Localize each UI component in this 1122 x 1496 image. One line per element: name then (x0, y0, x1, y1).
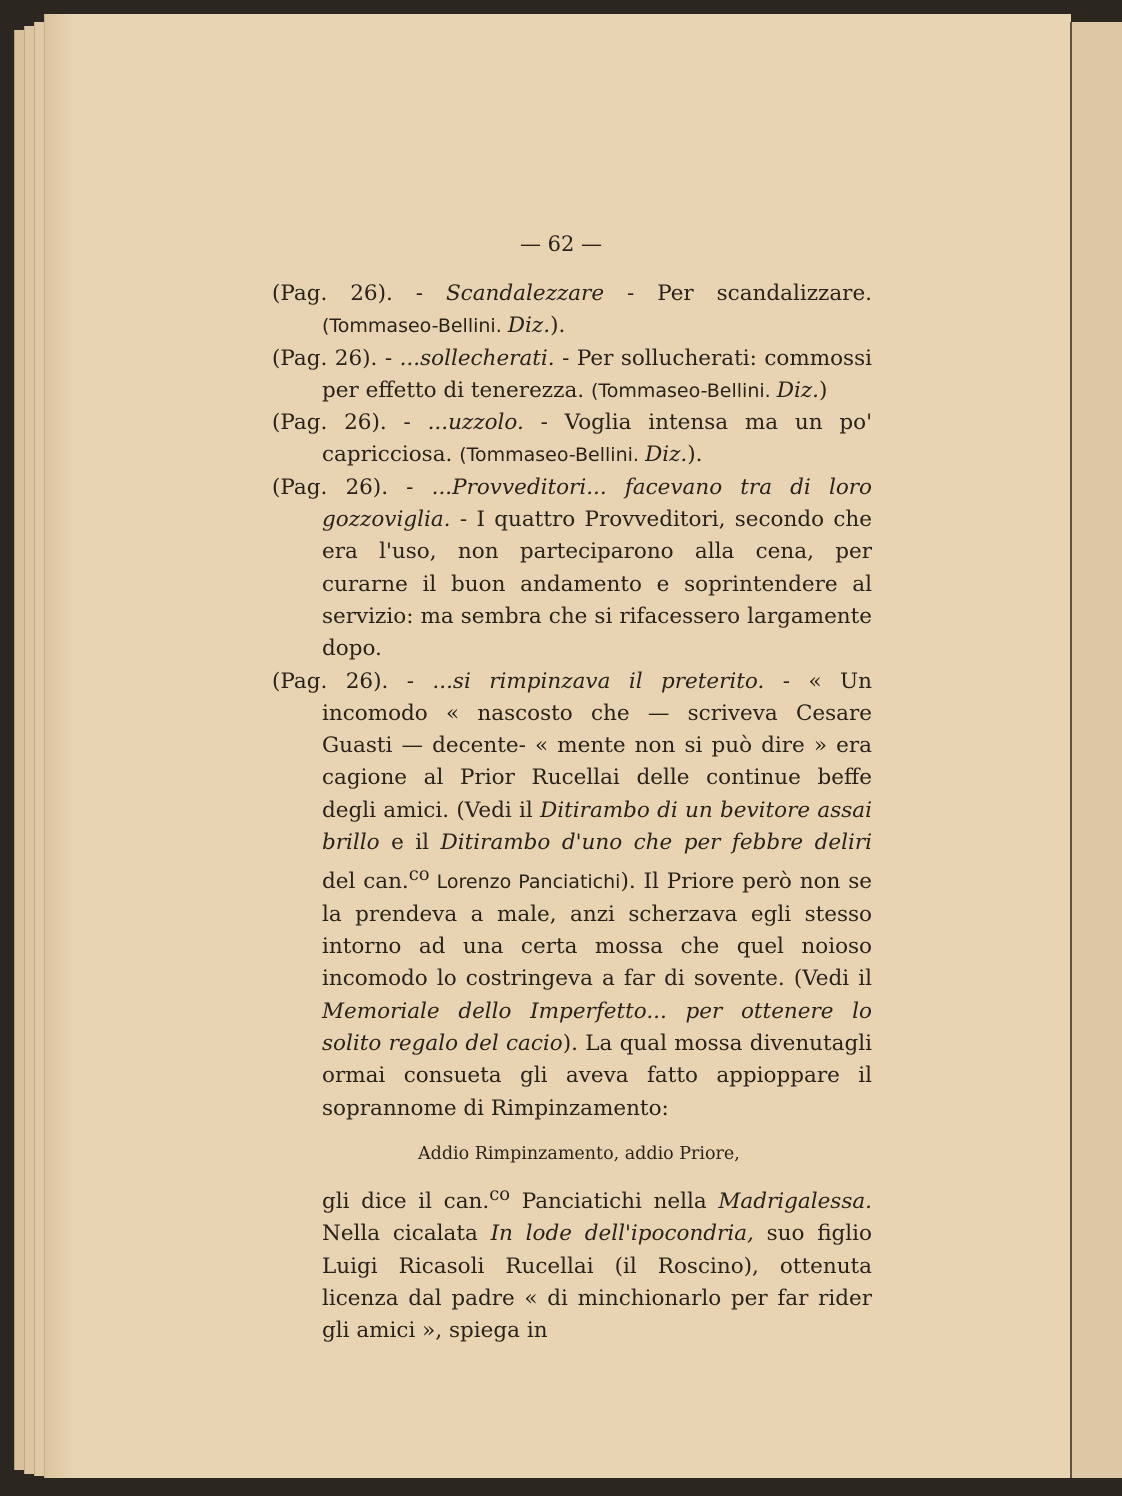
page-text (272, 278, 872, 1348)
note-body: ). Il Priore però non se la prendeva a male, anzi scherzava egli stesso intorno ad una certa mossa che quel noioso incomodo lo costringeva a far di sovente. (Vedi il (322, 869, 872, 992)
page-number: — 62 — (519, 232, 603, 256)
para-text: suo figlio Luigi Ricasoli Rucellai (il Roscino), ottenuta licenza dal padre « di minchionarlo per far rider gli amici », spiega in (322, 1221, 872, 1344)
note-term: ...sollecherati. (399, 345, 555, 371)
note-entry-1 (272, 278, 872, 343)
work-title: In lode dell'ipocondria, (490, 1221, 754, 1247)
para-text: Panciatichi nella (510, 1189, 719, 1215)
note-ref: (Pag. 26). - (272, 668, 433, 694)
note-entry-3 (272, 407, 872, 472)
note-entry-4 (272, 472, 872, 666)
note-sep: - (450, 507, 477, 533)
note-source-abbr: Diz. (776, 377, 819, 403)
note-source-abbr: Diz. (507, 313, 551, 339)
para-text: gli dice il can. (322, 1189, 490, 1215)
note-sep: - (764, 668, 809, 694)
note-source-abbr: Diz. (644, 442, 688, 468)
note-term: ...si rimpinzava il preterito. (432, 668, 765, 694)
note-sep: - (554, 345, 577, 371)
note-sep: - (604, 281, 658, 306)
note-source: (Tommaseo-Bellini. (590, 379, 777, 402)
verse-quote: Addio Rimpinzamento, addio Priore, (418, 1143, 740, 1164)
note-source-end: ). (550, 313, 566, 339)
note-source-end: ). (687, 442, 703, 468)
note-body: Per scandalizzare. (657, 281, 873, 306)
work-title: Ditirambo d'uno che per febbre deliri (440, 830, 873, 856)
note-body: ). La qual mossa divenutagli ormai consueta gli aveva fatto appioppare il soprannome di Rimpinzamento: (322, 1030, 872, 1121)
note-source-end: ) (819, 377, 828, 403)
note-source: (Tommaseo-Bellini. (322, 315, 508, 338)
note-entry-2 (272, 343, 872, 408)
abbr-superscript: co (489, 1183, 511, 1205)
note-source: (Tommaseo-Bellini. (459, 444, 645, 467)
note-entry-5 (272, 666, 872, 1125)
abbr-superscript: co (408, 864, 430, 886)
note-body: Per sollucherati: commossi per effetto di tenerezza. (322, 345, 872, 403)
note-body: I quattro Provveditori, secondo che era l'uso, non parteciparono alla cena, per curarne il buon andamento e soprintendere al servizio: ma sembra che si rifacessero largamente dopo. (322, 507, 872, 662)
note-ref: (Pag. 26). - (272, 345, 400, 371)
work-title: Madrigalessa. (718, 1189, 873, 1215)
note-ref: (Pag. 26). - (272, 410, 428, 436)
note-ref: (Pag. 26). - (272, 281, 446, 306)
note-term: Scandalezzare (445, 281, 605, 306)
note-body: e il (379, 830, 441, 856)
continuation-paragraph (272, 1179, 872, 1348)
note-sep: - (523, 410, 565, 436)
note-ref: (Pag. 26). - (272, 474, 432, 500)
work-title: Memoriale dello Imperfetto... per ottenere lo solito regalo del cacio (322, 998, 872, 1056)
para-text: Nella cicalata (322, 1221, 491, 1247)
note-term: ...uzzolo. (427, 410, 524, 436)
work-title: Ditirambo di un bevitore assai brillo (322, 797, 872, 856)
note-body: del can. (322, 869, 409, 895)
note-term: ...Provveditori... facevano tra di loro gozzoviglia. (322, 474, 873, 533)
author-name: Lorenzo Panciatichi (429, 871, 621, 894)
note-body: « Un incomodo « nascosto che — scriveva Cesare Guasti — decente- « mente non si può dire » era cagione al Prior Rucellai delle continue beffe degli amici. (Vedi il (322, 668, 872, 823)
note-body: Voglia intensa ma un po' capricciosa. (322, 410, 873, 468)
